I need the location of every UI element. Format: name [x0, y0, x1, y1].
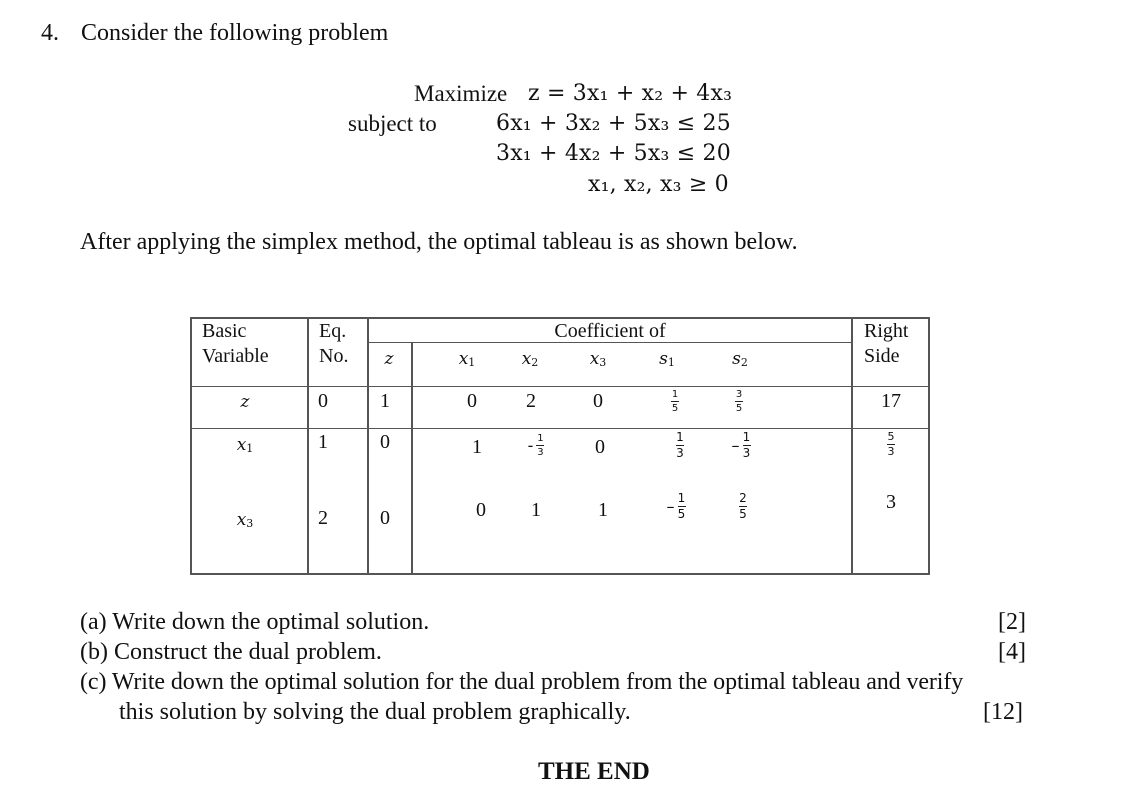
maximize-label: Maximize — [414, 81, 508, 106]
row-x1-x1: 1 — [472, 436, 482, 458]
col-header-x1: $x_1$ — [458, 349, 476, 369]
header-coefficient-of: Coefficient of — [554, 320, 666, 342]
part-c: (c) Write down the optimal solution for the dual problem from the optimal tableau and verify — [80, 669, 964, 695]
row-x1-basic: $x_1$ — [236, 435, 254, 455]
part-c-marks: [12] — [983, 699, 1023, 725]
row-z-basic: z — [240, 392, 250, 412]
part-a-marks: [2] — [998, 609, 1026, 635]
row-z-rhs: 17 — [881, 390, 901, 412]
objective-text: z = 3x₁ + x₂ + 4x₃ — [528, 81, 733, 106]
question-prompt: Consider the following problem — [81, 20, 389, 46]
the-end: THE END — [538, 758, 650, 785]
col-header-s1: $s_1$ — [659, 349, 675, 369]
part-c-continuation: this solution by solving the dual problem graphically. — [119, 699, 631, 725]
row-x3-basic: $x_3$ — [236, 510, 254, 530]
part-b: (b) Construct the dual problem. — [80, 639, 382, 665]
row-z-eq: 0 — [318, 390, 328, 412]
row-x3-eq: 2 — [318, 507, 328, 529]
row-x1-s1: $\frac{1}{3}$ — [676, 430, 684, 460]
tableau-intro: After applying the simplex method, the optimal tableau is as shown below. — [80, 229, 798, 255]
row-x1-z: 0 — [380, 431, 390, 453]
row-x3-x2: 1 — [531, 499, 541, 521]
row-z-x2: 2 — [526, 390, 536, 412]
row-x3-z: 0 — [380, 507, 390, 529]
constraint-2: 3x₁ + 4x₂ + 5x₃ ≤ 20 — [496, 141, 731, 166]
optimal-tableau — [190, 317, 930, 575]
col-header-z: z — [384, 349, 394, 369]
row-x3-s2: $\frac{2}{5}$ — [739, 491, 747, 521]
row-x3-x1: 0 — [476, 499, 486, 521]
header-right-side: Right Side — [864, 320, 909, 367]
subject-to-label: subject to — [348, 111, 437, 136]
row-x1-rhs: $\frac{5}{3}$ — [887, 430, 895, 458]
question-number: 4. — [41, 20, 59, 46]
constraint-1: 6x₁ + 3x₂ + 5x₃ ≤ 25 — [496, 111, 731, 136]
header-basic-variable: Basic Variable — [202, 320, 269, 367]
row-z-s1: $\frac{1}{5}$ — [671, 389, 679, 414]
objective-function — [528, 81, 732, 106]
col-header-s2: $s_2$ — [732, 349, 748, 369]
header-eq-no: Eq. No. — [319, 320, 349, 367]
row-x3-s1: – $\frac{1}{5}$ — [666, 491, 686, 521]
row-x3-rhs: 3 — [886, 491, 896, 513]
row-x1-x2: - $\frac{1}{3}$ — [527, 433, 544, 458]
row-z-x3: 0 — [593, 390, 603, 412]
part-b-marks: [4] — [998, 639, 1026, 665]
row-x1-x3: 0 — [595, 436, 605, 458]
row-z-x1: 0 — [467, 390, 477, 412]
part-a: (a) Write down the optimal solution. — [80, 609, 430, 635]
row-z-s2: $\frac{3}{5}$ — [735, 389, 743, 414]
col-header-x2: $x_2$ — [521, 349, 539, 369]
question-heading — [41, 20, 388, 47]
row-x1-eq: 1 — [318, 431, 328, 453]
row-x1-s2: – $\frac{1}{3}$ — [731, 430, 751, 460]
row-x3-x3: 1 — [598, 499, 608, 521]
row-z-z: 1 — [380, 390, 390, 412]
col-header-x3: $x_3$ — [589, 349, 607, 369]
nonnegativity-constraint: x₁, x₂, x₃ ≥ 0 — [588, 172, 729, 197]
